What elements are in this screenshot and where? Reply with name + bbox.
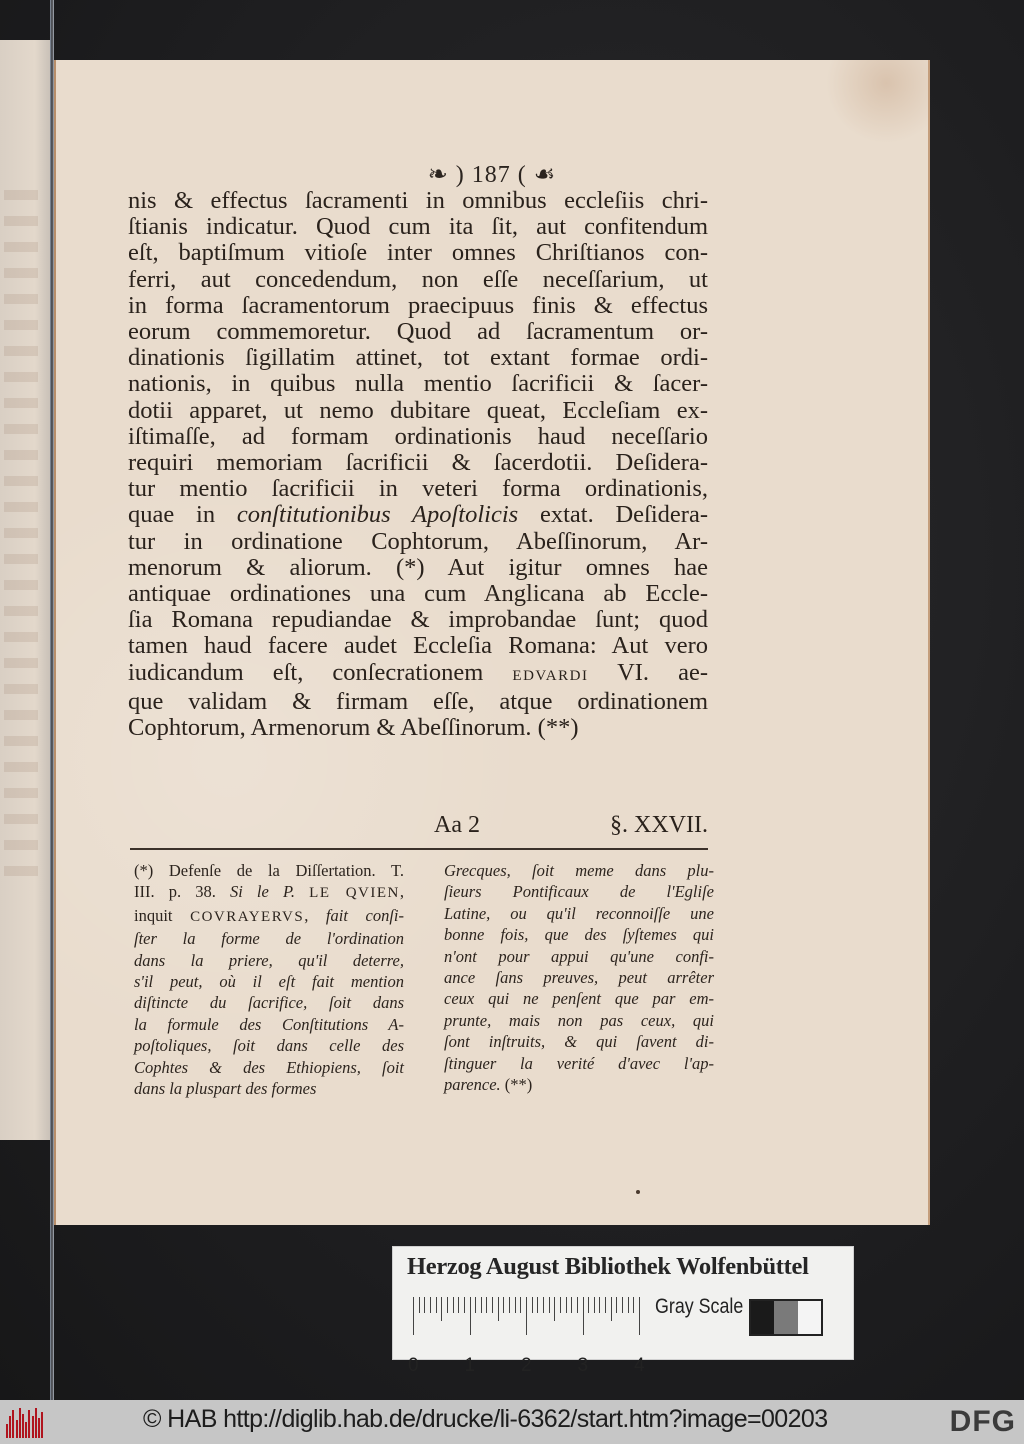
library-color-target [392,1246,854,1376]
text-line: poſtoliques, ſoit dans celle des [134,1036,404,1056]
ruler-tick [447,1297,448,1313]
ruler-number: 3 [577,1355,589,1376]
ruler-tick [571,1297,572,1313]
previous-page-edge [0,40,50,1140]
ruler-tick [639,1297,640,1335]
cm-ruler [408,1297,645,1376]
ruler-tick [441,1297,442,1321]
ruler-tick [532,1297,533,1313]
logo-bar [38,1418,40,1438]
signature-mark: Aa 2 [434,812,480,838]
footer-bar [0,1400,1024,1444]
catchword: §. XXVII. [610,812,708,838]
ruler-tick [566,1297,567,1313]
ruler-tick [588,1297,589,1313]
text-line: diſtincte du ſacrifice, ſoit dans [134,993,404,1013]
logo-bar [41,1412,43,1438]
text-line: dans la pluspart des formes [134,1079,317,1099]
gray-scale-label: Gray Scale [655,1295,744,1318]
ruler-tick [413,1297,414,1335]
ruler-tick [458,1297,459,1313]
ruler-tick [492,1297,493,1313]
text-line: dans la priere, qu'il deterre, [134,950,404,970]
ruler-tick [430,1297,431,1313]
ruler-number: 0 [408,1355,419,1376]
copyright-url[interactable]: © HAB http://diglib.hab.de/drucke/li-6362/start.htm?image=00203 [143,1405,828,1433]
text-line: ſont inſtruits, & qui ſavent di- [444,1032,714,1052]
text-line: ſtinguer la verité d'avec l'ap- [444,1053,714,1073]
text-line: ceux qui ne penſent que par em- [444,989,714,1009]
text-line: ſia Romana repudiandae & improbandae ſunt; quod [128,606,708,634]
text-line: n'ont pour appui qu'une confi- [444,946,714,966]
logo-bar [32,1416,34,1438]
footnote-column-right [444,860,714,1095]
text-line: ſieurs Pontificaux de l'Egliſe [444,882,714,902]
text-line: ferri, aut concedendum, non eſſe neceſſarium, ut [128,265,708,293]
main-text-block [128,188,708,741]
ruler-number: 4 [634,1355,645,1376]
text-line: nationis, in quibus nulla mentio ſacrificii & ſacer- [128,370,708,398]
ruler-tick [475,1297,476,1313]
logo-bar [35,1408,37,1438]
ruler-tick [554,1297,555,1321]
text-line: Grecques, ſoit meme dans plu- [444,861,714,880]
library-name: Herzog August Bibliothek Wolfenbüttel [407,1253,809,1280]
text-line: iſtimaſſe, ad formam ordinationis haud neceſſario [128,422,708,450]
show-through-text [4,190,38,890]
book-page [54,60,930,1225]
ruler-tick [633,1297,634,1313]
logo-bar [9,1416,11,1438]
dfg-logo-icon: DFG [949,1405,1016,1438]
page-foot-row [128,812,708,842]
ruler-tick [436,1297,437,1313]
page-number-header: ❧ ) 187 ( ☙ [427,162,557,188]
ruler-tick [481,1297,482,1313]
text-line: Latine, ou qu'il reconnoiſſe une [444,903,714,923]
text-line: la formule des Conſtitutions A- [134,1014,404,1034]
ruler-tick [503,1297,504,1313]
ruler-tick [560,1297,561,1313]
text-line: Cophtorum, Armenorum & Abeſſinorum. (**) [128,714,579,742]
ruler-tick [611,1297,612,1321]
text-line: (*) Defenſe de la Diſſertation. T. [134,861,404,880]
paper-speck [636,1190,640,1194]
text-line: ance ſans preuves, peut arrêter [444,968,714,988]
logo-bar [28,1410,30,1438]
text-line: III. p. 38. Si le P. LE QVIEN, [134,882,405,902]
logo-bar [12,1410,14,1438]
text-line: parence. (**) [444,1075,533,1095]
text-line: quae in conſtitutionibus Apoſtolicis extat. Deſidera- [128,501,708,529]
ruler-tick [520,1297,521,1313]
text-line: tamen haud facere audet Eccleſia Romana: Aut vero [128,632,708,660]
text-line: que validam & firmam eſſe, atque ordinationem [128,687,708,715]
ruler-tick [515,1297,516,1313]
gray-scale-swatches [749,1299,823,1336]
text-line: nis & effectus ſacramenti in omnibus eccleſiis chri- [128,187,708,214]
text-line: prunte, mais non pas ceux, qui [444,1010,714,1030]
text-line: menorum & aliorum. (*) Aut igitur omnes hae [128,553,708,581]
ruler-tick [470,1297,471,1335]
ruler-tick [628,1297,629,1313]
text-line: tur in ordinatione Cophtorum, Abeſſinorum, Ar- [128,527,708,555]
text-line: dotii apparet, ut nemo dubitare queat, Eccleſiam ex- [128,396,708,424]
text-line: eſt, baptiſmum vitioſe inter omnes Chriſtianos con- [128,239,708,267]
text-line: eorum commemoretur. Quod ad ſacramentum or- [128,318,708,346]
ruler-number: 1 [464,1355,476,1376]
ruler-tick [599,1297,600,1313]
logo-bar [22,1414,24,1438]
ruler-tick [583,1297,584,1335]
ruler-tick [453,1297,454,1313]
hab-logo-icon [6,1406,46,1438]
text-line: bonne fois, que des ſyſtemes qui [444,925,714,945]
ruler-tick [486,1297,487,1313]
footnote-column-left [134,860,404,1099]
text-line: ſtianis indicatur. Quod cum ita ſit, aut confitendum [128,213,708,241]
text-line: iudicandum eſt, conſecrationem EDVARDI VI. ae- [128,658,708,686]
gray-swatch [798,1301,821,1334]
ruler-tick [549,1297,550,1313]
text-line: s'il peut, où il eſt fait mention [134,972,404,992]
ruler-tick [622,1297,623,1313]
ruler-tick [594,1297,595,1313]
ruler-tick [616,1297,617,1313]
text-line: tur mentio ſacrificii in veteri forma ordinationis, [128,475,708,503]
ruler-number: 2 [521,1355,532,1376]
text-line: inquit COVRAYERVS, fait conſi- [134,905,404,925]
ruler-tick [605,1297,606,1313]
ruler-tick [509,1297,510,1313]
gray-swatch [774,1301,797,1334]
gray-swatch [751,1301,774,1334]
logo-bar [25,1422,27,1438]
ruler-tick [577,1297,578,1313]
ruler-tick [424,1297,425,1313]
ruler-tick [419,1297,420,1313]
text-line: Cophtes & des Ethiopiens, ſoit [134,1057,404,1077]
ruler-tick [537,1297,538,1313]
text-line: ſter la forme de l'ordination [134,929,404,949]
logo-bar [6,1424,8,1438]
ruler-tick [464,1297,465,1313]
text-line: antiquae ordinationes una cum Anglicana ab Eccle- [128,580,708,608]
logo-bar [16,1420,18,1438]
text-line: in forma ſacramentorum praecipuus finis & effectus [128,291,708,319]
text-line: dinationis ſigillatim attinet, tot extant formae ordi- [128,344,708,372]
ruler-tick [498,1297,499,1321]
logo-bar [19,1408,21,1438]
ruler-tick [543,1297,544,1313]
ruler-tick [526,1297,527,1335]
text-line: requiri memoriam ſacrificii & ſacerdotii. Deſidera- [128,449,708,477]
footnote-rule [130,848,708,850]
